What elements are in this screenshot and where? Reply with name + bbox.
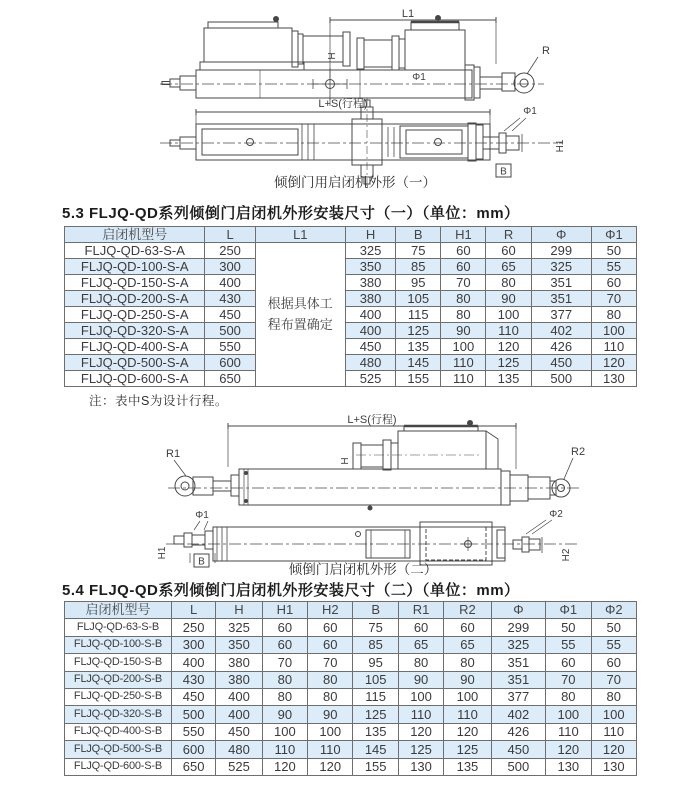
value-cell: 90 bbox=[398, 671, 443, 688]
table-row bbox=[65, 741, 637, 758]
table-row bbox=[65, 758, 637, 775]
table-row bbox=[65, 619, 637, 636]
value-cell: 115 bbox=[353, 688, 398, 705]
table-row bbox=[65, 371, 637, 387]
value-cell: 480 bbox=[345, 355, 395, 371]
value-cell: 70 bbox=[441, 275, 486, 291]
model-cell: FLJQ-QD-500-S-A bbox=[65, 355, 205, 371]
value-cell: 100 bbox=[398, 688, 443, 705]
value-cell: 325 bbox=[345, 243, 395, 259]
reducer-housing-1 bbox=[405, 30, 465, 70]
value-cell: 75 bbox=[396, 243, 441, 259]
table-row bbox=[65, 723, 637, 740]
column-header: R bbox=[486, 227, 531, 243]
value-cell: 299 bbox=[531, 243, 591, 259]
value-cell: 95 bbox=[353, 654, 398, 671]
dim-label-b: B bbox=[500, 166, 507, 178]
value-cell: 55 bbox=[591, 636, 636, 653]
column-header: H1 bbox=[441, 227, 486, 243]
column-header: L bbox=[171, 602, 215, 619]
value-cell: 110 bbox=[398, 706, 443, 723]
cylinder-body-2 bbox=[239, 469, 501, 505]
column-header: R1 bbox=[398, 602, 443, 619]
table-row bbox=[65, 706, 637, 723]
value-cell: 380 bbox=[345, 291, 395, 307]
column-header: 启闭机型号 bbox=[65, 602, 172, 619]
value-cell: 450 bbox=[171, 688, 215, 705]
model-cell: FLJQ-QD-200-S-B bbox=[65, 671, 172, 688]
value-cell: 130 bbox=[546, 758, 591, 775]
value-cell: 120 bbox=[444, 723, 491, 740]
value-cell: 70 bbox=[546, 671, 591, 688]
clevis-eye-left bbox=[175, 476, 195, 496]
value-cell: 426 bbox=[491, 723, 545, 740]
column-header: Φ1 bbox=[546, 602, 591, 619]
value-cell: 135 bbox=[444, 758, 491, 775]
value-cell: 120 bbox=[308, 758, 353, 775]
dim-label-h1-2: H1 bbox=[157, 546, 168, 560]
value-cell: 70 bbox=[262, 654, 307, 671]
value-cell: 65 bbox=[486, 259, 531, 275]
value-cell: 155 bbox=[396, 371, 441, 387]
value-cell: 105 bbox=[396, 291, 441, 307]
value-cell: 50 bbox=[591, 243, 636, 259]
value-cell: 100 bbox=[546, 706, 591, 723]
value-cell: 70 bbox=[591, 671, 636, 688]
column-header: H2 bbox=[308, 602, 353, 619]
value-cell: 550 bbox=[205, 339, 255, 355]
value-cell: 60 bbox=[262, 636, 307, 653]
value-cell: 600 bbox=[171, 741, 215, 758]
value-cell: 55 bbox=[546, 636, 591, 653]
dimension-table-1 bbox=[64, 226, 637, 387]
dim-label-h: H bbox=[327, 52, 338, 60]
model-cell: FLJQ-QD-200-S-A bbox=[65, 291, 205, 307]
column-header: L1 bbox=[255, 227, 345, 243]
value-cell: 100 bbox=[486, 307, 531, 323]
dim-label-l1: L1 bbox=[401, 8, 415, 20]
table-row bbox=[65, 307, 637, 323]
table-row bbox=[65, 339, 637, 355]
model-cell: FLJQ-QD-320-S-B bbox=[65, 706, 172, 723]
value-cell: 110 bbox=[441, 355, 486, 371]
dim-label-phi1-2: Φ1 bbox=[195, 510, 209, 521]
table-row bbox=[65, 323, 637, 339]
section-5-3-heading: 5.3 FLJQ-QD系列倾倒门启闭机外形安装尺寸（一）（单位：mm） bbox=[62, 205, 520, 222]
value-cell: 325 bbox=[531, 259, 591, 275]
value-cell: 377 bbox=[491, 688, 545, 705]
value-cell: 525 bbox=[345, 371, 395, 387]
value-cell: 130 bbox=[591, 371, 636, 387]
value-cell: 60 bbox=[308, 619, 353, 636]
value-cell: 120 bbox=[546, 741, 591, 758]
value-cell: 75 bbox=[353, 619, 398, 636]
value-cell: 135 bbox=[353, 723, 398, 740]
value-cell: 110 bbox=[441, 371, 486, 387]
value-cell: 80 bbox=[398, 654, 443, 671]
model-cell: FLJQ-QD-400-S-A bbox=[65, 339, 205, 355]
value-cell: 50 bbox=[591, 619, 636, 636]
value-cell: 100 bbox=[308, 723, 353, 740]
value-cell: 125 bbox=[353, 706, 398, 723]
column-header: Φ bbox=[531, 227, 591, 243]
value-cell: 145 bbox=[396, 355, 441, 371]
value-cell: 60 bbox=[308, 636, 353, 653]
value-cell: 145 bbox=[353, 741, 398, 758]
value-cell: 250 bbox=[171, 619, 215, 636]
value-cell: 100 bbox=[262, 723, 307, 740]
value-cell: 430 bbox=[205, 291, 255, 307]
value-cell: 80 bbox=[591, 688, 636, 705]
value-cell: 155 bbox=[353, 758, 398, 775]
value-cell: 351 bbox=[491, 654, 545, 671]
value-cell: 351 bbox=[531, 291, 591, 307]
value-cell: 450 bbox=[216, 723, 262, 740]
value-cell: 130 bbox=[398, 758, 443, 775]
model-cell: FLJQ-QD-250-S-B bbox=[65, 688, 172, 705]
column-header: 启闭机型号 bbox=[65, 227, 205, 243]
value-cell: 60 bbox=[441, 259, 486, 275]
value-cell: 60 bbox=[441, 243, 486, 259]
value-cell: 90 bbox=[486, 291, 531, 307]
table-row bbox=[65, 654, 637, 671]
column-header: L bbox=[205, 227, 255, 243]
value-cell: 80 bbox=[308, 671, 353, 688]
table-row bbox=[65, 355, 637, 371]
model-cell: FLJQ-QD-320-S-A bbox=[65, 323, 205, 339]
value-cell: 120 bbox=[398, 723, 443, 740]
model-cell: FLJQ-QD-63-S-A bbox=[65, 243, 205, 259]
value-cell: 115 bbox=[396, 307, 441, 323]
value-cell: 450 bbox=[345, 339, 395, 355]
column-header: B bbox=[353, 602, 398, 619]
merged-cell: 根据具体工程布置确定 bbox=[255, 243, 345, 387]
model-cell: FLJQ-QD-600-S-B bbox=[65, 758, 172, 775]
outline-drawing-1 bbox=[130, 6, 580, 198]
dim-label-phi1-bottom: Φ1 bbox=[523, 106, 537, 117]
value-cell: 60 bbox=[262, 619, 307, 636]
drawing-2-caption: 倾倒门启闭机外形（二） bbox=[288, 562, 438, 577]
value-cell: 325 bbox=[491, 636, 545, 653]
value-cell: 500 bbox=[531, 371, 591, 387]
model-cell: FLJQ-QD-100-S-A bbox=[65, 259, 205, 275]
value-cell: 100 bbox=[591, 706, 636, 723]
motor-housing-1 bbox=[204, 28, 292, 62]
value-cell: 60 bbox=[444, 619, 491, 636]
value-cell: 100 bbox=[591, 323, 636, 339]
dim-label-b-2: B bbox=[198, 556, 205, 568]
model-cell: FLJQ-QD-100-S-B bbox=[65, 636, 172, 653]
value-cell: 60 bbox=[591, 654, 636, 671]
value-cell: 380 bbox=[216, 671, 262, 688]
value-cell: 105 bbox=[353, 671, 398, 688]
value-cell: 80 bbox=[308, 688, 353, 705]
value-cell: 525 bbox=[216, 758, 262, 775]
value-cell: 90 bbox=[441, 323, 486, 339]
column-header: Φ2 bbox=[591, 602, 636, 619]
table-row bbox=[65, 259, 637, 275]
value-cell: 80 bbox=[444, 654, 491, 671]
column-header: Φ1 bbox=[591, 227, 636, 243]
value-cell: 299 bbox=[491, 619, 545, 636]
value-cell: 500 bbox=[171, 706, 215, 723]
value-cell: 80 bbox=[591, 307, 636, 323]
dim-label-r2: R2 bbox=[571, 446, 586, 458]
value-cell: 600 bbox=[205, 355, 255, 371]
model-cell: FLJQ-QD-150-S-A bbox=[65, 275, 205, 291]
value-cell: 400 bbox=[216, 688, 262, 705]
value-cell: 80 bbox=[441, 291, 486, 307]
value-cell: 135 bbox=[486, 371, 531, 387]
value-cell: 80 bbox=[262, 688, 307, 705]
value-cell: 400 bbox=[345, 323, 395, 339]
dimension-table-2 bbox=[64, 601, 637, 776]
dim-label-r: R bbox=[542, 45, 550, 57]
value-cell: 650 bbox=[171, 758, 215, 775]
value-cell: 400 bbox=[345, 307, 395, 323]
value-cell: 400 bbox=[216, 706, 262, 723]
value-cell: 125 bbox=[444, 741, 491, 758]
value-cell: 426 bbox=[531, 339, 591, 355]
column-header: H bbox=[216, 602, 262, 619]
value-cell: 450 bbox=[531, 355, 591, 371]
value-cell: 500 bbox=[205, 323, 255, 339]
table-row bbox=[65, 671, 637, 688]
value-cell: 300 bbox=[205, 259, 255, 275]
outline-drawing-2 bbox=[128, 413, 588, 579]
value-cell: 85 bbox=[396, 259, 441, 275]
section-5-4-heading: 5.4 FLJQ-QD系列倾倒门启闭机外形安装尺寸（二）（单位：mm） bbox=[62, 582, 520, 599]
clevis-eye-1 bbox=[514, 73, 534, 93]
model-cell: FLJQ-QD-63-S-B bbox=[65, 619, 172, 636]
value-cell: 380 bbox=[216, 654, 262, 671]
value-cell: 55 bbox=[591, 259, 636, 275]
value-cell: 250 bbox=[205, 243, 255, 259]
value-cell: 60 bbox=[591, 275, 636, 291]
value-cell: 80 bbox=[441, 307, 486, 323]
value-cell: 100 bbox=[441, 339, 486, 355]
value-cell: 402 bbox=[531, 323, 591, 339]
value-cell: 351 bbox=[531, 275, 591, 291]
dim-label-phi1-top: Φ1 bbox=[412, 72, 426, 83]
value-cell: 110 bbox=[486, 323, 531, 339]
value-cell: 60 bbox=[398, 619, 443, 636]
value-cell: 125 bbox=[398, 741, 443, 758]
value-cell: 125 bbox=[486, 355, 531, 371]
value-cell: 400 bbox=[205, 275, 255, 291]
column-header: H bbox=[345, 227, 395, 243]
value-cell: 351 bbox=[491, 671, 545, 688]
value-cell: 120 bbox=[591, 741, 636, 758]
value-cell: 430 bbox=[171, 671, 215, 688]
dim-label-h2-2: H2 bbox=[561, 548, 572, 562]
value-cell: 300 bbox=[171, 636, 215, 653]
value-cell: 380 bbox=[345, 275, 395, 291]
value-cell: 90 bbox=[262, 706, 307, 723]
value-cell: 650 bbox=[205, 371, 255, 387]
value-cell: 90 bbox=[444, 671, 491, 688]
table-note: 注：表中S为设计行程。 bbox=[89, 394, 228, 408]
value-cell: 60 bbox=[486, 243, 531, 259]
column-header: Φ bbox=[491, 602, 545, 619]
value-cell: 480 bbox=[216, 741, 262, 758]
value-cell: 120 bbox=[262, 758, 307, 775]
value-cell: 550 bbox=[171, 723, 215, 740]
value-cell: 90 bbox=[308, 706, 353, 723]
value-cell: 130 bbox=[591, 758, 636, 775]
value-cell: 110 bbox=[591, 339, 636, 355]
value-cell: 500 bbox=[491, 758, 545, 775]
model-cell: FLJQ-QD-250-S-A bbox=[65, 307, 205, 323]
value-cell: 350 bbox=[345, 259, 395, 275]
dim-label-ls2: L+S(行程) bbox=[347, 414, 397, 426]
column-header: B bbox=[396, 227, 441, 243]
dim-label-phi2: Φ2 bbox=[549, 509, 563, 520]
model-cell: FLJQ-QD-150-S-B bbox=[65, 654, 172, 671]
column-header: H1 bbox=[262, 602, 307, 619]
motor-housing-2 bbox=[398, 431, 486, 469]
value-cell: 110 bbox=[308, 741, 353, 758]
dim-label-ls: L+S(行程) bbox=[318, 98, 368, 110]
value-cell: 95 bbox=[396, 275, 441, 291]
value-cell: 60 bbox=[546, 654, 591, 671]
model-cell: FLJQ-QD-500-S-B bbox=[65, 741, 172, 758]
table-row bbox=[65, 688, 637, 705]
value-cell: 110 bbox=[591, 723, 636, 740]
value-cell: 80 bbox=[262, 671, 307, 688]
value-cell: 120 bbox=[486, 339, 531, 355]
value-cell: 110 bbox=[444, 706, 491, 723]
value-cell: 80 bbox=[486, 275, 531, 291]
value-cell: 85 bbox=[353, 636, 398, 653]
value-cell: 65 bbox=[444, 636, 491, 653]
model-cell: FLJQ-QD-600-S-A bbox=[65, 371, 205, 387]
value-cell: 70 bbox=[591, 291, 636, 307]
value-cell: 110 bbox=[546, 723, 591, 740]
value-cell: 125 bbox=[396, 323, 441, 339]
column-header: R2 bbox=[444, 602, 491, 619]
value-cell: 70 bbox=[308, 654, 353, 671]
value-cell: 402 bbox=[491, 706, 545, 723]
table-row bbox=[65, 636, 637, 653]
value-cell: 110 bbox=[262, 741, 307, 758]
table-row bbox=[65, 291, 637, 307]
value-cell: 135 bbox=[396, 339, 441, 355]
value-cell: 325 bbox=[216, 619, 262, 636]
value-cell: 400 bbox=[171, 654, 215, 671]
drawing-1-caption: 倾倒门用启闭机外形（一） bbox=[274, 175, 436, 190]
value-cell: 377 bbox=[531, 307, 591, 323]
value-cell: 450 bbox=[205, 307, 255, 323]
value-cell: 65 bbox=[398, 636, 443, 653]
dim-label-r1: R1 bbox=[166, 448, 181, 460]
table-row bbox=[65, 275, 637, 291]
table-row bbox=[65, 243, 637, 259]
model-cell: FLJQ-QD-400-S-B bbox=[65, 723, 172, 740]
dim-label-h2v: H bbox=[340, 457, 351, 465]
value-cell: 450 bbox=[491, 741, 545, 758]
value-cell: 50 bbox=[546, 619, 591, 636]
value-cell: 120 bbox=[591, 355, 636, 371]
value-cell: 100 bbox=[444, 688, 491, 705]
dim-label-h1: H1 bbox=[555, 139, 566, 153]
value-cell: 80 bbox=[546, 688, 591, 705]
value-cell: 350 bbox=[216, 636, 262, 653]
